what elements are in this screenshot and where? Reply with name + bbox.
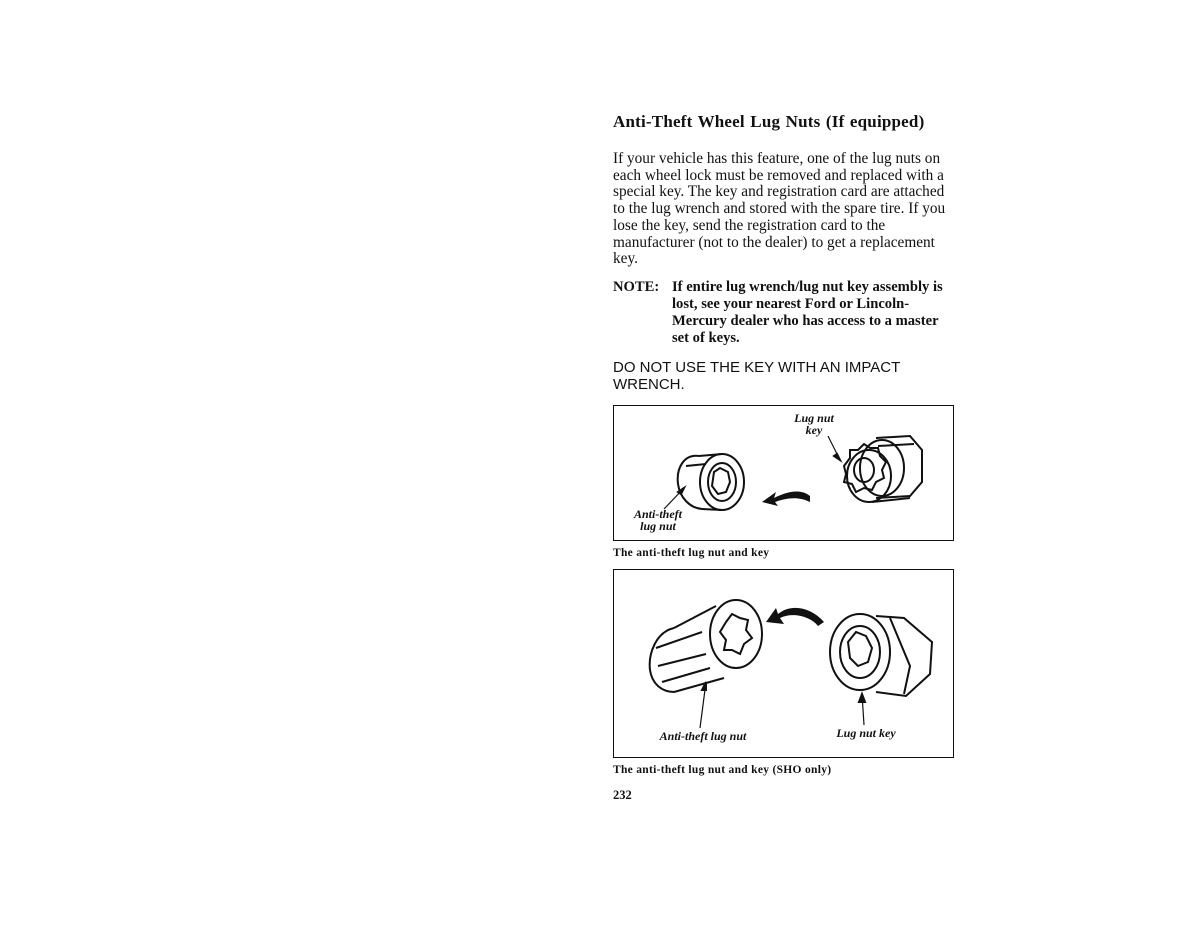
manual-page [613,112,958,803]
figure-lug-nut-and-key [613,405,954,541]
figure2-caption: The anti-theft lug nut and key (SHO only) [613,763,832,776]
impact-wrench-warning: DO NOT USE THE KEY WITH AN IMPACT WRENCH. [613,358,900,393]
label-anti-theft-lug-nut-sho: Anti-theft lug nut [659,728,747,743]
note-label: NOTE: [613,278,660,295]
figure-lug-nut-and-key-sho [613,569,954,758]
label-lug-nut-key-sho: Lug nut key [836,725,896,740]
page-number: 232 [613,787,632,802]
figure1-caption: The anti-theft lug nut and key [613,546,770,559]
body-paragraph: If your vehicle has this feature, one of the lug nuts on each wheel lock must be removed and replaced with a special key. The key and registration card are attached to the lug wrench and stored with the spare tire. If you lose the key, send the registration card to the manufacturer (not to the dealer) to get a replacement key. [613,150,946,268]
label-lug-nut-key: Lug nut key [794,410,834,437]
section-heading: Anti-Theft Wheel Lug Nuts (If equipped) [613,112,925,131]
label-anti-theft-lug-nut: Anti-theft lug nut [633,506,682,533]
note-text: If entire lug wrench/lug nut key assembly is lost, see your nearest Ford or Lincoln-Mercury dealer who has access to a master set of keys. [672,278,943,346]
note-block [613,279,958,347]
